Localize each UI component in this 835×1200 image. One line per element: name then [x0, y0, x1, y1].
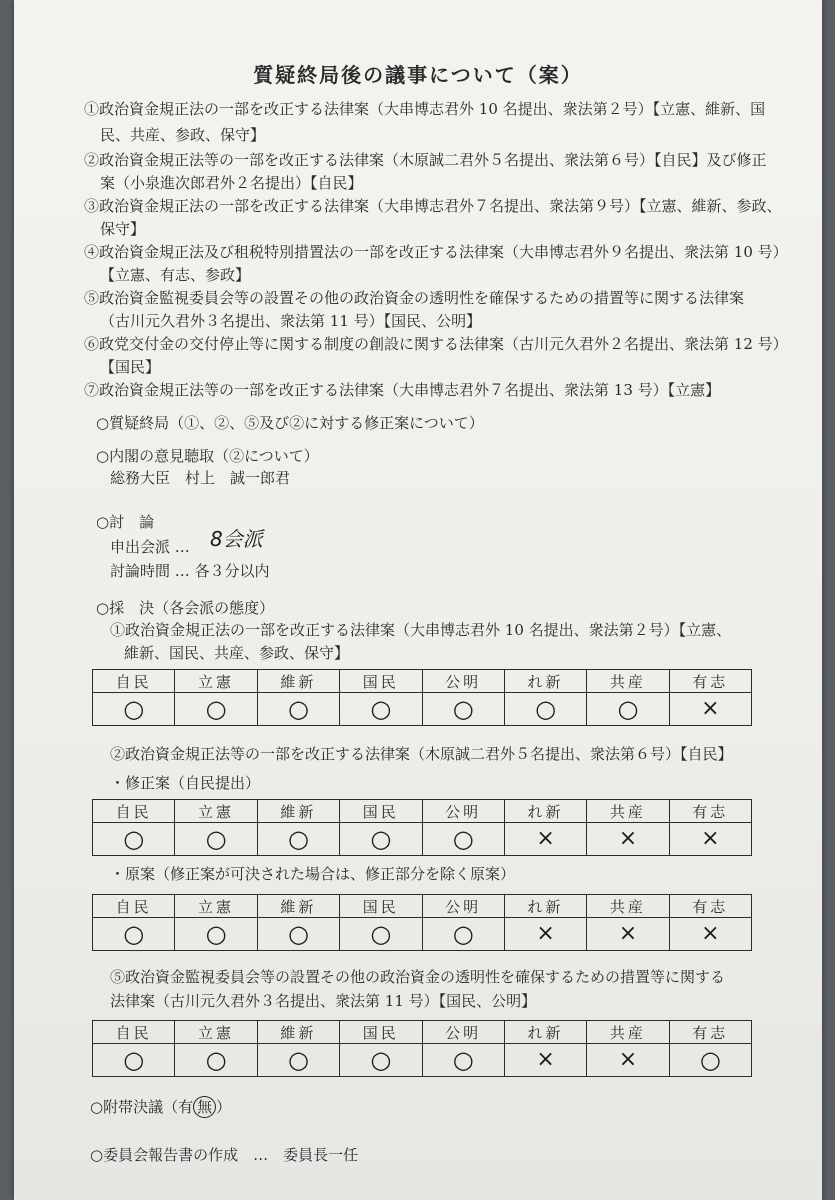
vote-table-bill5 [92, 1020, 752, 1077]
report-item: ○委員会報告書の作成 … 委員長一任 [90, 1146, 359, 1164]
vote-approve-mark: ○ [370, 1046, 392, 1074]
bill-line: ②政治資金規正法等の一部を改正する法律案（木原誠二君外５名提出、衆法第６号）【自民】及び修正 [84, 151, 767, 169]
vote-oppose-mark: × [701, 696, 720, 721]
vote-oppose-mark: × [536, 921, 555, 946]
vote-cell [587, 693, 669, 726]
vote-oppose-mark: × [618, 826, 638, 851]
vote-approve-mark: ○ [287, 695, 309, 723]
vote-approve-mark: ○ [370, 920, 392, 948]
vote-approve-mark: ○ [205, 695, 227, 723]
bill-line: 【国民】 [100, 358, 161, 376]
vote-approve-mark: ○ [123, 695, 145, 723]
vote-cell [504, 1044, 586, 1077]
party-header: 有志 [669, 670, 751, 693]
vote-approve-mark: ○ [370, 695, 392, 723]
party-header: れ新 [504, 895, 586, 918]
vote-approve-mark: ○ [287, 920, 309, 948]
vote-oppose-mark: × [701, 826, 720, 851]
vote-cell [669, 918, 751, 951]
party-header: 公明 [422, 1021, 504, 1044]
vote-cell [669, 1044, 751, 1077]
party-header: 維新 [257, 670, 339, 693]
vote-cell [175, 918, 257, 951]
vote-cell [257, 918, 339, 951]
vote-cell [504, 918, 586, 951]
party-header: 国民 [340, 800, 422, 823]
vote-approve-mark: ○ [452, 825, 474, 853]
vote-approve-mark: ○ [287, 825, 309, 853]
circled-none: 無 [193, 1096, 216, 1118]
vote-oppose-mark: × [618, 1047, 638, 1072]
bill-line: 民、共産、参政、保守】 [100, 126, 266, 144]
party-header: 維新 [257, 800, 339, 823]
vote-cell [587, 1044, 669, 1077]
vote-approve-mark: ○ [205, 1046, 227, 1074]
bill-line: ③政治資金規正法の一部を改正する法律案（大串博志君外７名提出、衆法第９号）【立憲、維新、参政、 [84, 197, 782, 215]
resolution-close: ） [216, 1098, 232, 1116]
vote-cell [175, 693, 257, 726]
party-header: 公明 [422, 895, 504, 918]
vote-cell [422, 918, 504, 951]
party-header: 公明 [422, 800, 504, 823]
bill-line: （古川元久君外３名提出、衆法第 11 号）【国民、公明】 [100, 312, 482, 330]
vote-approve-mark: ○ [205, 920, 227, 948]
bill-line: ①政治資金規正法の一部を改正する法律案（大串博志君外 10 名提出、衆法第２号）【立憲、維新、国 [84, 100, 766, 118]
party-header: 自民 [93, 800, 175, 823]
factions-handwritten: 8会派 [210, 527, 263, 551]
party-header: 国民 [340, 1021, 422, 1044]
vote-approve-mark: ○ [123, 1046, 145, 1074]
vote-cell [93, 1044, 175, 1077]
party-header: 国民 [340, 670, 422, 693]
vote-cell [340, 918, 422, 951]
vote-cell [93, 823, 175, 856]
vote-cell [422, 693, 504, 726]
party-header: 共産 [587, 800, 669, 823]
vote-cell [340, 1044, 422, 1077]
vote-oppose-mark: × [536, 1047, 555, 1072]
vote-bill1-line: 維新、国民、共産、参政、保守】 [124, 644, 350, 662]
party-header: 共産 [587, 895, 669, 918]
party-header: 維新 [257, 895, 339, 918]
vote-bill5-line: 法律案（古川元久君外３名提出、衆法第 11 号）【国民、公明】 [110, 992, 537, 1010]
party-header: 立憲 [175, 895, 257, 918]
factions-label: 申出会派 … [110, 538, 190, 556]
vote-cell [587, 918, 669, 951]
vote-cell [669, 693, 751, 726]
party-header: 立憲 [175, 1021, 257, 1044]
vote-approve-mark: ○ [205, 825, 227, 853]
party-header: 維新 [257, 1021, 339, 1044]
bill-line: ⑥政党交付金の交付停止等に関する制度の創設に関する法律案（古川元久君外２名提出、衆法第 12 号） [84, 335, 788, 353]
bill-line: ④政治資金規正法及び租税特別措置法の一部を改正する法律案（大串博志君外９名提出、衆法第 10 号） [84, 243, 788, 261]
vote-cell [93, 693, 175, 726]
vote-approve-mark: ○ [123, 920, 145, 948]
vote-cell [93, 918, 175, 951]
vote-cell [669, 823, 751, 856]
debate-time: 討論時間 … 各３分以内 [110, 562, 270, 580]
bill-line: 案（小泉進次郎君外２名提出）【自民】 [100, 174, 363, 192]
bill-line: ⑤政治資金監視委員会等の設置その他の政治資金の透明性を確保するための措置等に関する法律案 [84, 289, 745, 307]
vote-approve-mark: ○ [452, 695, 474, 723]
party-header: 自民 [93, 1021, 175, 1044]
party-header: 共産 [587, 670, 669, 693]
vote-bill5-line: ⑤政治資金監視委員会等の設置その他の政治資金の透明性を確保するための措置等に関する [110, 968, 726, 986]
vote-cell [422, 823, 504, 856]
vote-approve-mark: ○ [287, 1046, 309, 1074]
resolution-item [90, 1096, 231, 1118]
party-header: れ新 [504, 800, 586, 823]
vote-heading: ○採 決（各会派の態度） [96, 599, 275, 617]
cabinet-heading: ○内閣の意見聴取（②について） [96, 447, 319, 465]
document-title: 質疑終局後の議事について（案） [253, 63, 583, 87]
vote-approve-mark: ○ [699, 1046, 721, 1074]
party-header: 有志 [669, 895, 751, 918]
vote-cell [175, 823, 257, 856]
vote-approve-mark: ○ [370, 825, 392, 853]
vote-cell [257, 823, 339, 856]
vote-table-bill2-amendment [92, 799, 752, 856]
party-header: 自民 [93, 895, 175, 918]
vote-cell [422, 1044, 504, 1077]
vote-approve-mark: ○ [452, 920, 474, 948]
vote-table-bill2-original [92, 894, 752, 951]
bill-line: 保守】 [100, 220, 146, 238]
bill-line: 【立憲、有志、参政】 [100, 266, 251, 284]
party-header: れ新 [504, 670, 586, 693]
document-page [14, 0, 822, 1200]
party-header: 有志 [669, 1021, 751, 1044]
vote-cell [340, 693, 422, 726]
resolution-label: ○附帯決議（有 [90, 1098, 194, 1116]
vote-cell [587, 823, 669, 856]
amendment-label: ・修正案（自民提出） [110, 774, 261, 792]
vote-bill1-line: ①政治資金規正法の一部を改正する法律案（大串博志君外 10 名提出、衆法第２号）【立憲、 [110, 621, 732, 639]
vote-oppose-mark: × [701, 921, 720, 946]
vote-cell [257, 1044, 339, 1077]
party-header: 立憲 [175, 800, 257, 823]
party-header: れ新 [504, 1021, 586, 1044]
party-header: 公明 [422, 670, 504, 693]
vote-cell [504, 693, 586, 726]
vote-table-bill1 [92, 669, 752, 726]
party-header: 国民 [340, 895, 422, 918]
vote-cell [175, 1044, 257, 1077]
vote-bill2-line: ②政治資金規正法等の一部を改正する法律案（木原誠二君外５名提出、衆法第６号）【自民】 [110, 745, 733, 763]
cabinet-minister: 総務大臣 村上 誠一郎君 [110, 469, 291, 487]
vote-approve-mark: ○ [617, 695, 639, 723]
party-header: 有志 [669, 800, 751, 823]
vote-oppose-mark: × [618, 921, 638, 946]
party-header: 共産 [587, 1021, 669, 1044]
debate-heading: ○討 論 [96, 513, 155, 531]
party-header: 立憲 [175, 670, 257, 693]
party-header: 自民 [93, 670, 175, 693]
vote-cell [504, 823, 586, 856]
vote-cell [340, 823, 422, 856]
vote-approve-mark: ○ [452, 1046, 474, 1074]
vote-oppose-mark: × [536, 826, 555, 851]
original-label: ・原案（修正案が可決された場合は、修正部分を除く原案） [110, 865, 516, 883]
bill-line: ⑦政治資金規正法等の一部を改正する法律案（大串博志君外７名提出、衆法第 13 号）【立憲】 [84, 381, 721, 399]
vote-approve-mark: ○ [123, 825, 145, 853]
closing-item: ○質疑終局（①、②、⑤及び②に対する修正案について） [96, 414, 484, 432]
vote-cell [257, 693, 339, 726]
vote-approve-mark: ○ [535, 695, 557, 723]
